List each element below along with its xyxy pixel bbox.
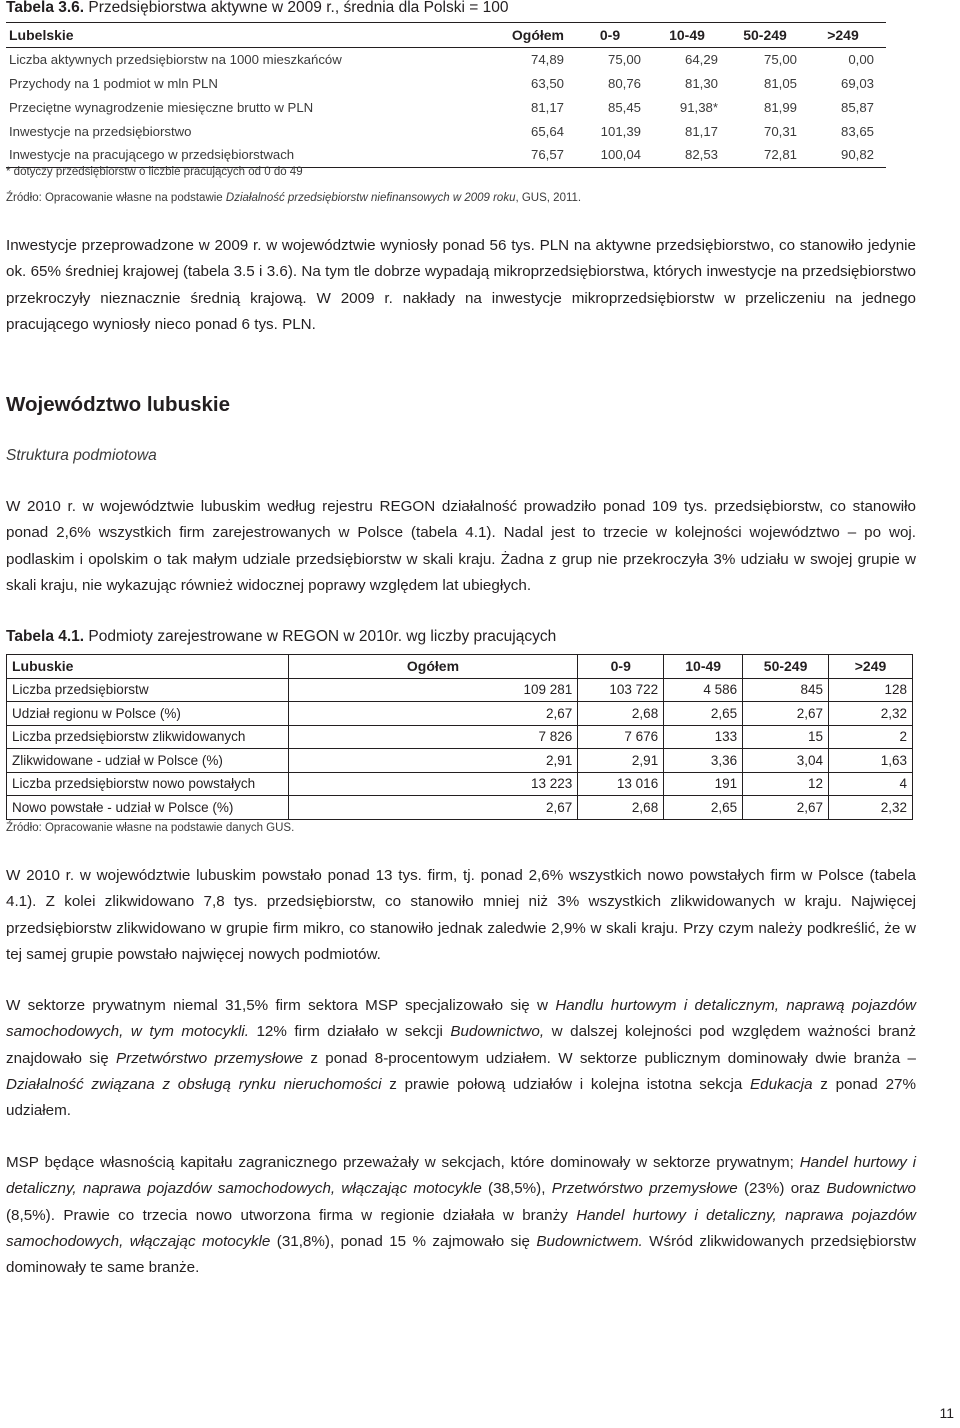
row-label: Liczba przedsiębiorstw zlikwidowanych bbox=[7, 725, 289, 749]
section-title: Województwo lubuskie bbox=[6, 393, 230, 416]
table-4-1 bbox=[6, 654, 913, 820]
italic-run: Edukacja bbox=[750, 1075, 813, 1093]
table-cell: 2,32 bbox=[829, 702, 913, 726]
table-cell: 81,30 bbox=[684, 75, 718, 91]
table-cell: 2,67 bbox=[743, 796, 829, 820]
table-cell: 2,67 bbox=[288, 702, 578, 726]
row-label: Inwestycje na przedsiębiorstwo bbox=[9, 123, 192, 139]
table-cell: 100,04 bbox=[600, 147, 641, 163]
table-cell: 2,32 bbox=[829, 796, 913, 820]
table-row bbox=[6, 119, 886, 143]
table-row bbox=[7, 678, 913, 702]
column-header: 10-49 bbox=[664, 655, 743, 679]
table-header-row bbox=[7, 655, 913, 679]
table-cell: 2 bbox=[829, 725, 913, 749]
table-cell: 75,00 bbox=[763, 52, 797, 68]
italic-run: Budownictwo bbox=[826, 1180, 916, 1198]
table-cell: 191 bbox=[664, 772, 743, 796]
table-3-6-title: Przedsiębiorstwa aktywne w 2009 r., średnia dla Polski = 100 bbox=[84, 0, 509, 16]
column-header: Ogółem bbox=[288, 655, 578, 679]
italic-run: Działalność związana z obsługą rynku nieruchomości bbox=[6, 1075, 382, 1093]
text-run: 12% firm działało w sekcji bbox=[248, 1023, 451, 1041]
table-cell: 85,87 bbox=[840, 99, 874, 115]
table-cell: 72,81 bbox=[763, 147, 797, 163]
table-cell: 2,65 bbox=[664, 702, 743, 726]
table-3-6-caption bbox=[6, 0, 508, 17]
italic-run: Budownictwem. bbox=[536, 1232, 643, 1250]
table-row bbox=[6, 143, 886, 167]
table-cell: 7 826 bbox=[288, 725, 578, 749]
table-cell: 133 bbox=[664, 725, 743, 749]
table-cell: 70,31 bbox=[763, 123, 797, 139]
table-4-1-caption bbox=[6, 628, 556, 646]
text-run: (38,5%), bbox=[481, 1180, 552, 1198]
row-label: Liczba przedsiębiorstw nowo powstałych bbox=[7, 772, 289, 796]
table-cell: 13 223 bbox=[288, 772, 578, 796]
table-4-1-label: Tabela 4.1. bbox=[6, 628, 85, 645]
table-cell: 74,89 bbox=[530, 52, 564, 68]
page-number: 11 bbox=[939, 1405, 954, 1421]
table-cell: 63,50 bbox=[530, 75, 564, 91]
table-cell: 2,91 bbox=[578, 749, 664, 773]
table-cell: 82,53 bbox=[684, 147, 718, 163]
text-run: z ponad 27% udziałem. bbox=[6, 1075, 916, 1120]
table-cell: 109 281 bbox=[288, 678, 578, 702]
italic-run: Budownictwo, bbox=[450, 1023, 545, 1041]
table-cell: 80,76 bbox=[607, 75, 641, 91]
table-cell: 81,17 bbox=[684, 123, 718, 139]
table-cell: 12 bbox=[743, 772, 829, 796]
table-row bbox=[7, 702, 913, 726]
table-cell: 2,65 bbox=[664, 796, 743, 820]
table-cell: 3,04 bbox=[743, 749, 829, 773]
table-cell: 83,65 bbox=[840, 123, 874, 139]
table-cell: 69,03 bbox=[840, 75, 874, 91]
row-label: Liczba aktywnych przedsiębiorstw na 1000 mieszkańców bbox=[9, 52, 342, 68]
table-cell: 13 016 bbox=[578, 772, 664, 796]
row-label: Zlikwidowane - udział w Polsce (%) bbox=[7, 749, 289, 773]
row-label: Liczba przedsiębiorstw bbox=[7, 678, 289, 702]
table-3-6-label: Tabela 3.6. bbox=[6, 0, 85, 16]
source-title: Działalność przedsiębiorstw niefinansowych w 2009 roku bbox=[225, 192, 516, 204]
table-4-1-title: Podmioty zarejestrowane w REGON w 2010r. wg liczby pracujących bbox=[84, 628, 557, 645]
source-suffix: , GUS, 2011. bbox=[515, 192, 582, 204]
italic-run: Handel hurtowy i detaliczny, naprawa pojazdów samochodowych, włączając motocykle bbox=[6, 1206, 916, 1250]
italic-run: Handel hurtowy i detaliczny, naprawa pojazdów samochodowych, włączając motocykle bbox=[6, 1154, 916, 1198]
table-cell: 2,91 bbox=[288, 749, 578, 773]
table-cell: 2,68 bbox=[578, 702, 664, 726]
column-header: >249 bbox=[827, 26, 859, 43]
column-header: 0-9 bbox=[599, 26, 621, 43]
table-cell: 91,38* bbox=[679, 99, 718, 115]
source-prefix: Źródło: Opracowanie własne na podstawie bbox=[6, 192, 226, 204]
table-cell: 90,82 bbox=[840, 147, 874, 163]
paragraph-foreign-capital bbox=[6, 1150, 916, 1281]
table-cell: 76,57 bbox=[530, 147, 564, 163]
column-header: 0-9 bbox=[578, 655, 664, 679]
table-cell: 4 bbox=[829, 772, 913, 796]
column-header: Lubelskie bbox=[9, 26, 74, 43]
text-run: w dalszej kolejności pod względem ważności branż znajdowało się bbox=[6, 1023, 916, 1067]
text-run: z prawie połową udziałów i kolejna istotna sekcja bbox=[381, 1075, 751, 1093]
table-cell: 101,39 bbox=[600, 123, 641, 139]
table-cell: 2,68 bbox=[578, 796, 664, 820]
row-label: Przeciętne wynagrodzenie miesięczne brutto w PLN bbox=[9, 99, 314, 115]
table-source-note: Źródło: Opracowanie własne na podstawie danych GUS. bbox=[6, 822, 295, 834]
table-row bbox=[6, 47, 886, 71]
table-cell: 128 bbox=[829, 678, 913, 702]
table-cell: 4 586 bbox=[664, 678, 743, 702]
table-row bbox=[7, 796, 913, 820]
row-label: Przychody na 1 podmiot w mln PLN bbox=[9, 75, 218, 91]
table-cell: 15 bbox=[743, 725, 829, 749]
column-header: 10-49 bbox=[669, 26, 705, 43]
table-header-row bbox=[6, 23, 886, 48]
italic-run: Przetwórstwo przemysłowe bbox=[551, 1180, 738, 1198]
paragraph-private-sector bbox=[6, 993, 916, 1124]
row-label: Udział regionu w Polsce (%) bbox=[7, 702, 289, 726]
table-row bbox=[6, 95, 886, 119]
table-cell: 1,63 bbox=[829, 749, 913, 773]
paragraph-investments: Inwestycje przeprowadzone w 2009 r. w województwie wyniosły ponad 56 tys. PLN na aktywne przedsiębiorstwo, co stanowiło jedynie ok. 65% średniej krajowej (tabela 3.5 i 3.6). Na tym tle dobrze wypadają mikroprzedsiębiorstwa, których inwestycje na przedsiębiorstwo przekroczyły nieznacznie średnią krajową. W 2009 r. nakłady na inwestycje mikroprzedsiębiorstw w przeliczeniu na jednego pracującego wyniosły nieco ponad 6 tys. PLN. bbox=[6, 237, 916, 333]
table-cell: 85,45 bbox=[607, 99, 641, 115]
table-cell: 81,99 bbox=[763, 99, 797, 115]
table-footnote: * dotyczy przedsiębiorstw o liczbie pracujących od 0 do 49 bbox=[6, 166, 303, 178]
table-cell: 7 676 bbox=[578, 725, 664, 749]
row-label: Inwestycje na pracującego w przedsiębiorstwach bbox=[9, 147, 295, 163]
table-cell: 81,17 bbox=[530, 99, 564, 115]
table-cell: 845 bbox=[743, 678, 829, 702]
text-run: (8,5%). Prawie co trzecia nowo utworzona firma w regionie działała w branży bbox=[6, 1206, 577, 1224]
table-cell: 0,00 bbox=[848, 52, 874, 68]
table-cell: 103 722 bbox=[578, 678, 664, 702]
table-row bbox=[7, 749, 913, 773]
text-run: z ponad 8-procentowym udziałem. W sektorze publicznym dominowały dwie branża – bbox=[303, 1049, 916, 1067]
text-run: Wśród zlikwidowanych przedsiębiorstw dominowały te same branże. bbox=[6, 1232, 917, 1277]
column-header: 50-249 bbox=[743, 26, 787, 43]
column-header: Ogółem bbox=[511, 26, 564, 43]
table-3-6 bbox=[6, 22, 886, 168]
paragraph-structure: W 2010 r. w województwie lubuskim według rejestru REGON działalność prowadziło ponad 109 tys. przedsiębiorstw, co stanowiło ponad 2,6% wszystkich firm zarejestrowanych w Polsce (tabela 4.1). Nadal jest to trzecie w kolejności województwo – po woj. podlaskim i opolskim o tak małym udziale przedsiębiorstw w skali kraju. Żadna z grup nie przekroczyła 3% udziału w swojej grupie w skali kraju, nie wykazując również widocznej poprawy względem lat ubiegłych. bbox=[6, 498, 916, 594]
text-run: MSP będące własnością kapitału zagranicznego przeważały w sekcjach, które dominowały w sektorze prywatnym; bbox=[6, 1154, 800, 1171]
text-run: (23%) oraz bbox=[737, 1180, 827, 1198]
table-cell: 65,64 bbox=[530, 123, 564, 139]
table-cell: 64,29 bbox=[684, 52, 718, 68]
row-label: Nowo powstałe - udział w Polsce (%) bbox=[7, 796, 289, 820]
column-header: >249 bbox=[829, 655, 913, 679]
table-cell: 75,00 bbox=[607, 52, 641, 68]
subsection-title: Struktura podmiotowa bbox=[6, 447, 157, 464]
paragraph-new-firms: W 2010 r. w województwie lubuskim powstało ponad 13 tys. firm, tj. ponad 2,6% wszystkich nowo powstałych firm w Polsce (tabela 4.1). Z kolei zlikwidowano 7,8 tys. przedsiębiorstw, co stanowiło mniej niż 3% wszystkich zlikwidowanych w kraju. Najwięcej przedsiębiorstw zlikwidowano w grupie firm mikro, co stanowiło jednak zaledwie 2,9% w skali kraju. Przy czym należy podkreślić, że w tej samej grupie powstało najwięcej nowych podmiotów. bbox=[6, 867, 916, 963]
table-source-note bbox=[6, 192, 581, 204]
text-run: (31,8%), ponad 15 % zajmowało się bbox=[270, 1232, 537, 1250]
italic-run: Przetwórstwo przemysłowe bbox=[116, 1049, 304, 1067]
table-cell: 3,36 bbox=[664, 749, 743, 773]
text-run: W sektorze prywatnym niemal 31,5% firm sektora MSP specjalizowało się w bbox=[6, 997, 556, 1014]
column-header: Lubuskie bbox=[7, 655, 289, 679]
table-row bbox=[7, 725, 913, 749]
table-row bbox=[6, 72, 886, 96]
table-cell: 2,67 bbox=[743, 702, 829, 726]
italic-run: Handlu hurtowym i detalicznym, naprawą pojazdów samochodowych, w tym motocykli. bbox=[6, 997, 916, 1041]
table-cell: 81,05 bbox=[763, 75, 797, 91]
table-cell: 2,67 bbox=[288, 796, 578, 820]
column-header: 50-249 bbox=[743, 655, 829, 679]
table-row bbox=[7, 772, 913, 796]
